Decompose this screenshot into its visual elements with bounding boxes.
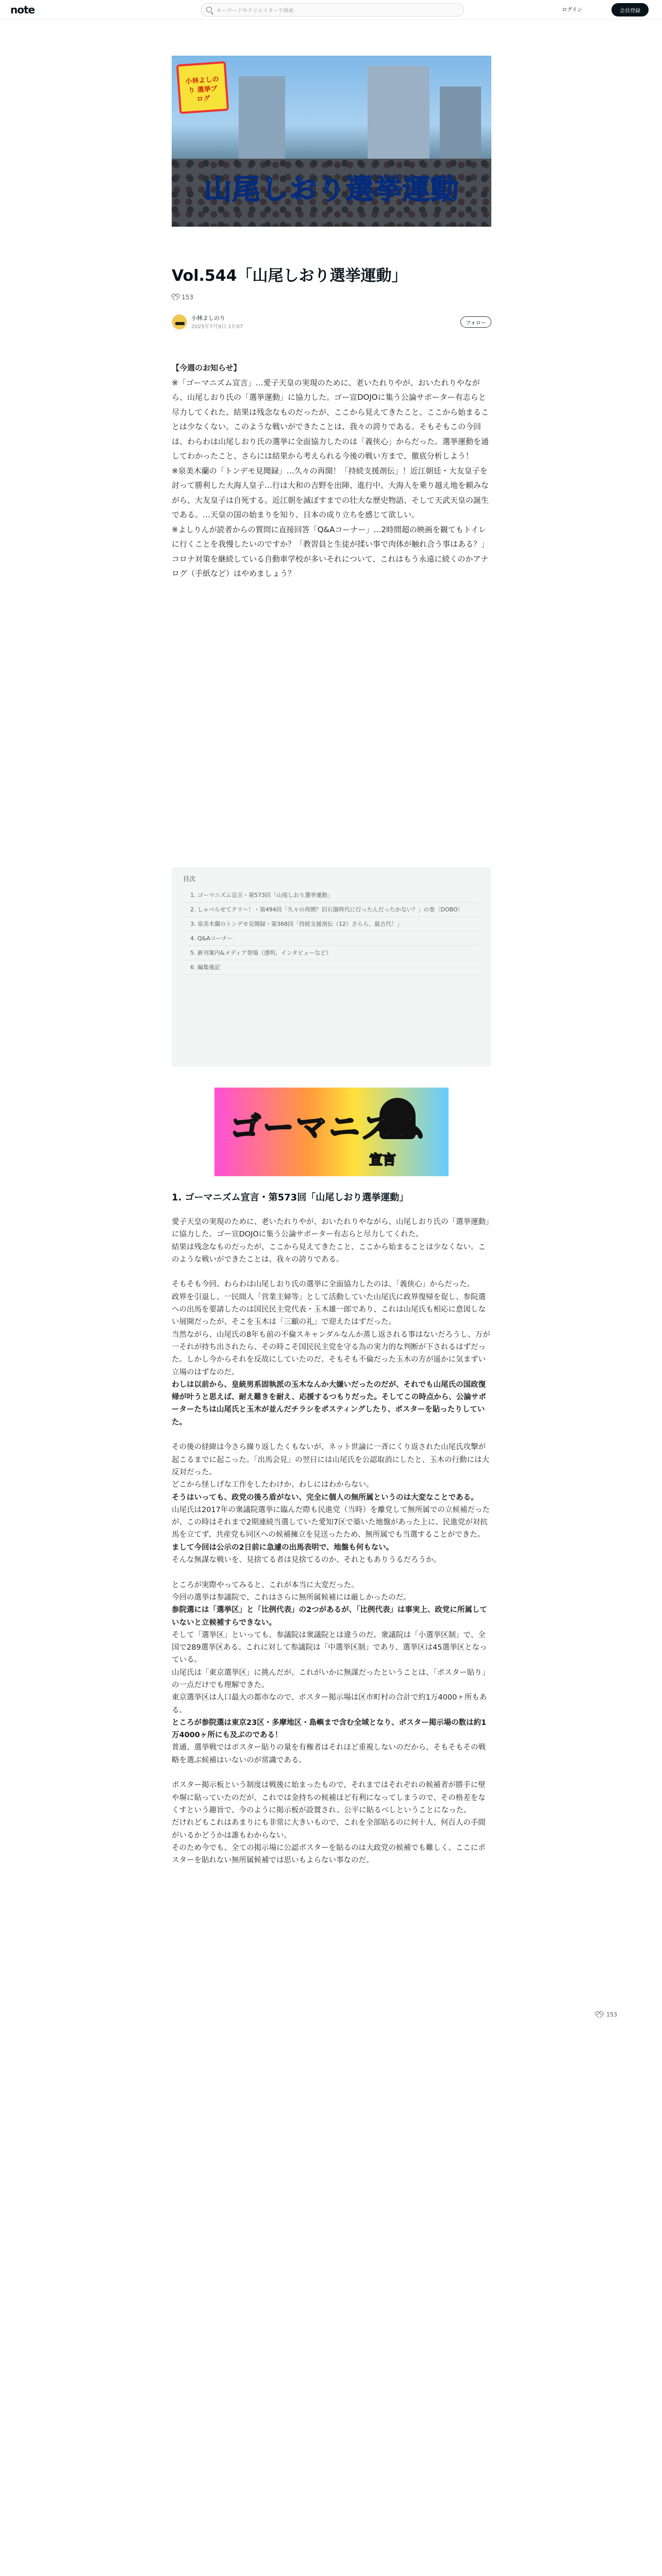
floating-like[interactable]: 153 <box>595 2011 617 2018</box>
toc-header[interactable]: 目次 <box>183 875 196 883</box>
like-summary[interactable]: 153 <box>172 294 193 301</box>
note-logo[interactable]: note <box>10 3 35 16</box>
article-title: Vol.544「山尾しおり選挙運動」 <box>172 267 407 285</box>
signup-button[interactable]: 会員登録 <box>611 3 649 16</box>
author-row <box>172 313 491 331</box>
hero-badge: 小林よしのり 選挙ブログ <box>176 61 229 114</box>
toc-item[interactable]: 6. 編集後記 <box>183 960 480 975</box>
hero-image <box>172 56 491 227</box>
hero-overlay-text: 山尾しおり選挙運動 <box>204 173 459 206</box>
toc-item[interactable]: 1. ゴーマニズム宣言・第573回「山尾しおり選挙運動」 <box>183 888 480 903</box>
gomanism-banner: ゴーマニズム 宣言 <box>214 1088 449 1176</box>
site-header <box>0 0 662 20</box>
intro-body: 【今週のお知らせ】 ※「ゴーマニズム宣言」…愛子天皇の実現のために、老いたれりやが、おいたれりやながら、山尾しおり氏の「選挙運動」に協力した。ゴー宣DOJOに集う公論サポーター有志らと尽力してくれた。結果は残念なものだったが、ここから見えてきたこと、ここから始まることは少なくない。このような戦いができたことは、我々の誇りである。そもそもこの今回は、わらわは山尾しおり氏の選挙に全面協力したのは「義侠心」からだった。選挙運動を通してわかったこと、さらには結果から考えられる今後の戦い方まで、徹底分析しよう！ ※泉美木蘭の「トンデモ見聞録」…久々の再開！「持続支援剤伝」！近江朝廷・大友皇子を討って勝利した大海人皇子…行は大和の吉野を出陣、進行中、大海人を乗り越え地を頼みながら、大友皇子は自死する。近江朝を滅ぼすまでの壮大な歴史物語、そして天武天皇の誕生である。…天皇の国の始まりを知り、日本の成り立ちを感じて欲しい。 ※よしりんが読者からの質問に直接回答「Q&Aコーナー」…2時間超の映画を観てもトイレに行くことを我慢したいのですか？「教習員と生徒が揉い事で肉体が触れ合う事はある？」コロナ対策を継続している自動車学校が多いそれについて、これはもう永遠に続くのかアナログ（手紙など）はやめましょう？ <box>172 363 489 578</box>
avatar[interactable] <box>172 314 187 330</box>
toc-item[interactable]: 5. 新刊案内&メディア登場（透明、インタビューなど） <box>183 946 480 960</box>
follow-button[interactable]: フォロー <box>460 316 491 328</box>
table-of-contents <box>172 867 491 1067</box>
toc-item[interactable]: 2. しゃべらせてクリ〜！・第494回「久々の再開？旧石器時代に行ったんだったかない？」の巻〔DOBO〕 <box>183 903 480 917</box>
search-input[interactable]: キーワードやクリエイターで検索 <box>201 3 464 16</box>
author-name[interactable]: 小林よしのり <box>191 315 225 321</box>
toc-item[interactable]: 3. 泉美木蘭のトンデモ見聞録・第368回「持続支援剤伝（12）さらら、最古代！」 <box>183 917 480 931</box>
toc-item[interactable]: 4. Q&Aコーナー <box>183 931 480 946</box>
heart-icon <box>172 294 178 300</box>
heart-icon <box>595 2012 602 2018</box>
search-icon <box>206 7 212 12</box>
article-body: 愛子天皇の実現のために、老いたれりやが、おいたれりやながら、山尾しおり氏の「選挙運動」に協力した。ゴー宣DOJOに集う公論サポーター有志らと尽力してくれた。 結果は残念なものだったが、ここから見えてきたこと、ここから始まることは少なくない。このような戦いができたことは、我々の誇りである。 そもそも今回、わらわは山尾しおり氏の選挙に全面協力したのは、「義侠心」からだった。 政界を引退し、一民間人「営業主婦等」として活動していた山尾氏に政界復帰を促し、参院選への出馬を要請したのは国民民主党代表・玉木雄一郎であり、これは山尾氏も相応に意図しない展開だったが、そこを玉木は「三顧の礼」で迎えたはずだった。 当然ながら、山尾氏の8年も前の不倫スキャンダルなんか蒸し返される事はないだろうし、万が一それが持ち出されたら、その時こそ国民民主党を守る為の実力的な判断が下されるはずだった。しかし今からそれを反故にしていたのだ、そもそも不倫だった玉木の方が遥かに気まずい立場のはずなのだ。 わしは以前から、皇統男系固執派の玉木なんか大嫌いだったのだが、それでも山尾氏の国政復帰が叶うと思えば、耐え難きを耐え、応援するつもりだった。そしてこの時点から、公論サポーターたちは山尾氏と玉木が並んだチラシをポスティングしたり、ポスターを貼ったりしていた。 その後の経緯は今さら繰り返したくもないが、ネット世論に一斉にくり返された山尾氏攻撃が起こるまでに起こった。「出馬会見」の翌日には山尾氏を公認取消にしたと、玉木の行動には大反対だった。 どこから怪しげな工作をしたわけか、わしにはわからない。 そうはいっても、政党の後ろ盾がない、完全に個人の無所属というのは大変なことである。 山尾氏は2017年の衆議院選挙に臨んだ際も民進党（当時）を離党して無所属での立候補だったが、この時はそれまで2期連続当選していた愛知7区で築いた地盤があった上に、民進党が対抗馬を立てず、共産党も同区への候補擁立を見送ったため、無所属でも当選することができた。 まして今回は公示の2日前に急遽の出馬表明で、地盤も何もない。 そんな無謀な戦いを、見捨てる者は見捨てるのか、それともありうるだろうか。 ところが実際やってみると、これが本当に大変だった。 今回の選挙は参議院で、これはさらに無所属候補には厳しかったのだ。 参院選には「選挙区」と「比例代表」の2つがあるが、「比例代表」は事実上、政党に所属していないと立候補すらできない。 そして「選挙区」といっても、参議院は衆議院とは違うのだ。衆議院は「小選挙区制」で、全国で289選挙区ある。これに対して参議院は「中選挙区制」であり、選挙区は45選挙区となっている。 山尾氏は「東京選挙区」に挑んだが、これがいかに無謀だったということは、「ポスター貼り」の一点だけでも理解できた。 東京選挙区は人口最大の都市なので、ポスター掲示場は区市町村の合計で約1万4000ヶ所もある。 ところが参院選は東京23区・多摩地区・島嶼まで含む全域となり、ポスター掲示場の数は約1万4000ヶ所にも及ぶのである！ 普通、選挙戦ではポスター貼りの量を有権者はそれほど重視しないのだから、そもそもその戦略を選ぶ候補はいないのが常識である。 ポスター掲示板という制度は戦後に始まったもので、それまではそれぞれの候補者が勝手に壁や塀に貼っていたのだが、これでは金持ちの候補ほど有利になってしまうので、その格差をなくすという趣旨で、今のように掲示板が設置され、公平に貼るべしということになった。 だけれどもこれはあまりにも非常に大きいもので、これを全部貼るのに何十人、何百人の手間がいるかどうかは誰もわからない。 そのため今でも、全ての掲示場に公認ポスターを貼るのは大政党の候補でも難しく、ここにポスターを貼れない無所属候補では思いもよらない事なのだ。 <box>172 1218 490 1865</box>
login-link[interactable]: ログイン <box>562 7 583 13</box>
section-heading: 1. ゴーマニズム宣言・第573回「山尾しおり選挙運動」 <box>172 1192 409 1203</box>
publish-date: 2025年7月9日 17:07 <box>191 324 243 330</box>
